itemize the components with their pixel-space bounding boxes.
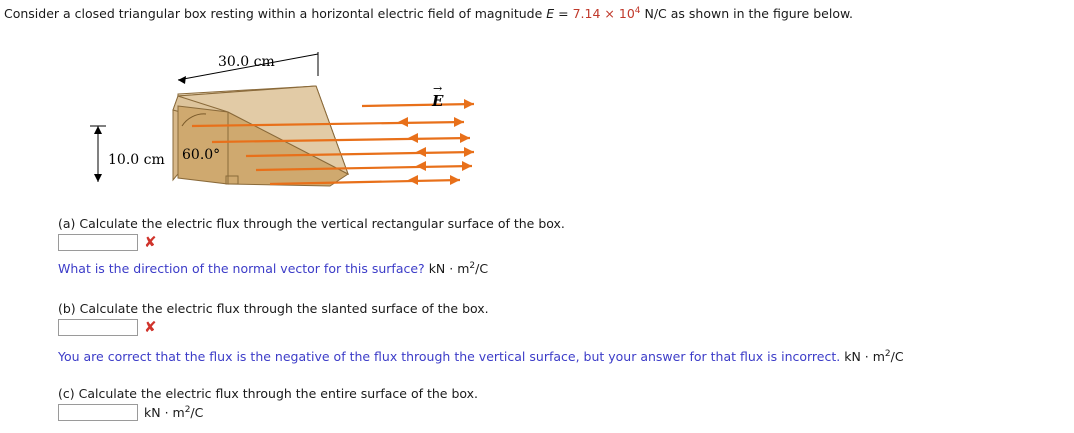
question-c-units [144, 405, 203, 420]
field-value-times: × 10 [604, 6, 635, 22]
question-c-units-tail: /C [190, 405, 204, 421]
answer-input-c[interactable] [58, 404, 138, 421]
question-b-prompt: (b) Calculate the electric flux through the slanted surface of the box. [58, 301, 489, 316]
answer-input-a[interactable] [58, 234, 138, 251]
intro-text-before: Consider a closed triangular box resting within a horizontal electric field of magnitude [4, 6, 547, 22]
question-b-units-main: kN · m [844, 349, 885, 365]
question-b-feedback-text: You are correct that the flux is the negative of the flux through the vertical surface, but your answer for that flux is incorrect. [58, 349, 841, 365]
x-mark-icon: ✘ [144, 318, 157, 336]
question-b-answer-row [58, 319, 157, 336]
dimension-arrow-left-bottom [94, 174, 102, 182]
box-front-face [178, 106, 228, 184]
question-c-units-exp: 2 [184, 404, 191, 415]
answer-input-b[interactable] [58, 319, 138, 336]
question-a-units [429, 261, 488, 276]
question-a-units-exp: 2 [469, 261, 476, 271]
question-c-answer-row [58, 404, 203, 421]
figure-triangular-box [60, 34, 580, 204]
intro-text-after: N/C as shown in the figure below. [640, 6, 854, 22]
dimension-label-top: 30.0 cm [218, 54, 275, 70]
x-mark-icon: ✘ [144, 233, 157, 251]
dimension-arrow-top-left [178, 76, 186, 84]
question-b-feedback [58, 349, 904, 364]
question-a-answer-row [58, 234, 157, 251]
problem-statement [4, 6, 853, 21]
angle-label: 60.0° [182, 147, 221, 163]
question-a-units-tail: /C [475, 261, 489, 277]
figure-svg [60, 34, 580, 204]
question-a-feedback [58, 261, 488, 276]
question-a-units-main: kN · m [428, 261, 470, 277]
vector-arrow-icon: → [433, 82, 443, 95]
intro-equals: = [554, 6, 573, 22]
question-a-feedback-text: What is the direction of the normal vector for this surface? [58, 261, 425, 277]
field-symbol: E [546, 6, 555, 22]
field-value-exponent: 4 [634, 6, 641, 16]
field-arrow-heads-left [398, 117, 426, 185]
question-c-prompt: (c) Calculate the electric flux through the entire surface of the box. [58, 386, 479, 401]
question-a-prompt: (a) Calculate the electric flux through the vertical rectangular surface of the box. [58, 216, 565, 231]
field-value-mantissa: 7.14 [572, 6, 605, 22]
field-vector-label [432, 82, 444, 110]
question-b-units-tail: /C [890, 349, 904, 365]
field-vector-symbol: E [432, 92, 444, 110]
question-b-units-exp: 2 [884, 349, 891, 359]
dimension-arrow-left-top [94, 126, 102, 134]
dimension-label-left: 10.0 cm [108, 152, 165, 168]
question-c-units-main: kN · m [144, 405, 185, 421]
question-b-units [844, 349, 903, 364]
